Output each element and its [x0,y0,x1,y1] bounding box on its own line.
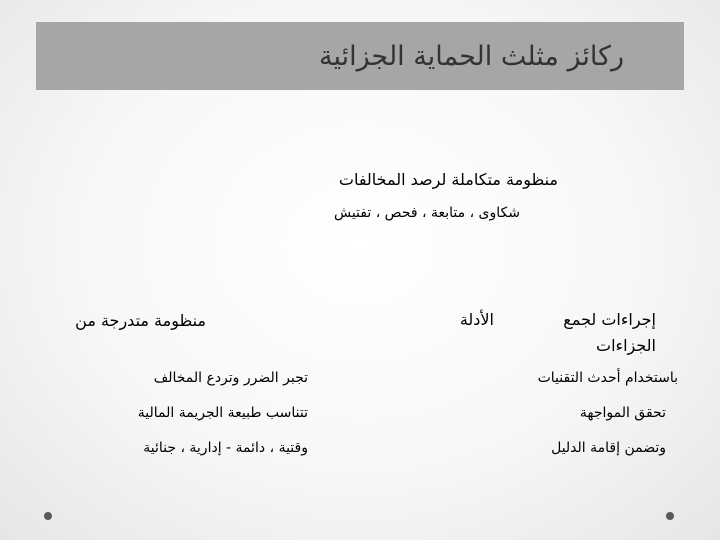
left-item-2: تتناسب طبيعة الجريمة المالية [137,405,308,421]
left-item-3: وقتية ، دائمة - إدارية ، جنائية [143,440,308,456]
slide-title: ركائز مثلث الحماية الجزائية [318,40,624,72]
left-item-1: تجبر الضرر وتردع المخالف [153,370,308,386]
center-heading: منظومة متكاملة لرصد المخالفات [338,170,558,189]
right-heading-line2: الجزاءات [596,336,656,355]
right-item-3: وتضمن إقامة الدليل [551,440,666,456]
left-heading: منظومة متدرجة من [75,311,206,330]
center-subtext: شكاوى ، متابعة ، فحص ، تفتيش [333,205,520,221]
bottom-left-dot [44,512,52,520]
right-item-1: باستخدام أحدث التقنيات [537,370,678,386]
right-heading-line1: إجراءات لجمع [563,310,656,329]
middle-label: الأدلة [459,310,494,329]
title-bar [36,22,684,90]
right-item-2: تحقق المواجهة [579,405,666,421]
bottom-right-dot [666,512,674,520]
